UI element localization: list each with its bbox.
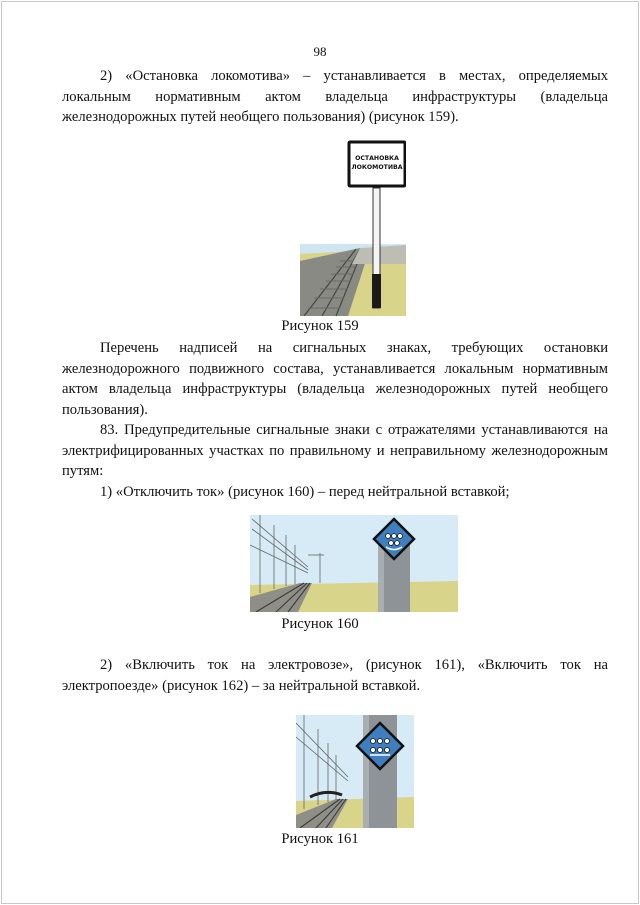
page-number: 98 xyxy=(313,44,327,59)
figure-160-image xyxy=(250,515,458,612)
paragraph-83: 83. Предупредительные сигнальные знаки с отражателями устанавливаются на электрифицированных участках по правильному и неправильному железнодорожным путям: xyxy=(62,422,608,479)
figure-160-caption: Рисунок 160 xyxy=(281,616,359,632)
sign-text-line2: ЛОКОМОТИВА xyxy=(351,164,403,171)
sign-text-line1: ОСТАНОВКА xyxy=(355,155,399,162)
figure-161-caption: Рисунок 161 xyxy=(281,831,359,847)
paragraph-switch-off: 1) «Отключить ток» (рисунок 160) – перед нейтральной вставкой; xyxy=(100,484,510,500)
figure-159-caption: Рисунок 159 xyxy=(281,318,359,334)
paragraph-switch-on: 2) «Включить ток на электровозе», (рисунок 161), «Включить ток на электропоезде» (рисунок 162) – за нейтральной вставкой. xyxy=(62,657,608,694)
paragraph-stop-locomotive: 2) «Остановка локомотива» – устанавливается в местах, определяемых локальным нормативным актом владельца инфраструктуры (владельца железнодорожных путей необщего пользования) (рисунок 159). xyxy=(62,68,608,125)
paragraph-inscriptions: Перечень надписей на сигнальных знаках, требующих остановки железнодорожного подвижного состава, устанавливается локальным нормативным актом владельца инфраструктуры (владельца железнодорожных путей необщего пользования). xyxy=(62,340,608,418)
figure-159-image xyxy=(300,136,406,316)
figure-161-image xyxy=(296,715,414,828)
